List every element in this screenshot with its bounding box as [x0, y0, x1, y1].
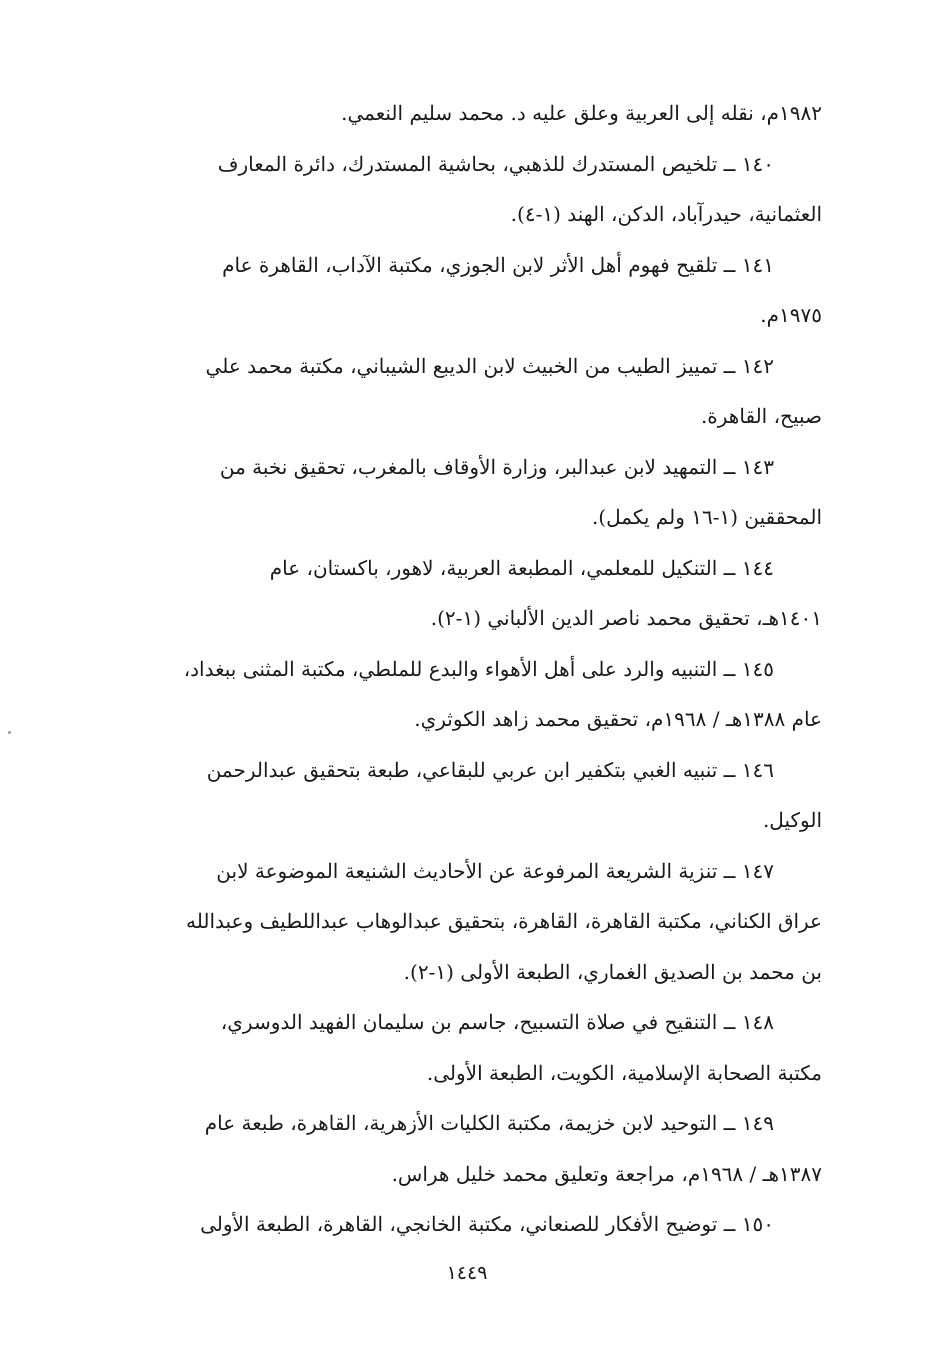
text-line: ١٤٠١هـ، تحقيق محمد ناصر الدين الألباني (١-٢).: [430, 606, 822, 630]
text-line: الوكيل.: [762, 808, 822, 832]
text-line: عام ١٣٨٨هـ / ١٩٦٨م، تحقيق محمد زاهد الكوثري.: [414, 707, 822, 731]
text-line: صبيح، القاهرة.: [700, 404, 822, 428]
text-line: ١٤٧ ــ تنزية الشريعة المرفوعة عن الأحاديث الشنيعة الموضوعة لابن: [216, 858, 774, 883]
text-line: ١٩٨٢م، نقله إلى العربية وعلق عليه د. محمد سليم النعمي.: [341, 101, 822, 125]
text-line: ١٤٥ ــ التنبيه والرد على أهل الأهواء والبدع للملطي، مكتبة المثنى ببغداد،: [183, 656, 774, 681]
text-line: ١٣٨٧هـ / ١٩٦٨م، مراجعة وتعليق محمد خليل هراس.: [391, 1161, 822, 1186]
text-line: ١٤٩ ــ التوحيد لابن خزيمة، مكتبة الكليات الأزهرية، القاهرة، طبعة عام: [204, 1111, 774, 1135]
bibliography-text: [110, 88, 822, 1250]
page-number: ١٤٤٩: [446, 1262, 488, 1284]
text-line: ١٤٦ ــ تنبيه الغبي بتكفير ابن عربي للبقاعي، طبعة بتحقيق عبدالرحمن: [206, 757, 774, 782]
text-line: عراق الكناني، مكتبة القاهرة، القاهرة، بتحقيق عبدالوهاب عبداللطيف وعبدالله: [186, 909, 822, 933]
scan-speck: [8, 731, 11, 734]
text-line: ١٤٤ ــ التنكيل للمعلمي، المطبعة العربية، لاهور، باكستان، عام: [269, 555, 774, 580]
text-line: مكتبة الصحابة الإسلامية، الكويت، الطبعة الأولى.: [426, 1060, 822, 1085]
text-line: ١٤١ ــ تلقيح فهوم أهل الأثر لابن الجوزي، مكتبة الآداب، القاهرة عام: [222, 252, 774, 277]
text-line: العثمانية، حيدرآباد، الدكن، الهند (١-٤).: [510, 202, 822, 226]
text-line: المحققين (١-١٦ ولم يكمل).: [591, 505, 822, 529]
text-line: بن محمد بن الصديق الغماري، الطبعة الأولى (١-٢).: [403, 959, 822, 984]
text-line: ١٤٢ ــ تمييز الطيب من الخبيث لابن الديبع الشيباني، مكتبة محمد علي: [205, 353, 774, 378]
text-line: ١٤٨ ــ التنقيح في صلاة التسبيح، جاسم بن سليمان الفهيد الدوسري،: [220, 1010, 774, 1034]
text-line: ١٤٠ ــ تلخيص المستدرك للذهبي، بحاشية المستدرك، دائرة المعارف: [217, 151, 774, 176]
text-line: ١٩٧٥م.: [760, 303, 822, 327]
text-line: ١٤٣ ــ التمهيد لابن عبدالبر، وزارة الأوقاف بالمغرب، تحقيق نخبة من: [219, 454, 774, 479]
text-line: ١٥٠ ــ توضيح الأفكار للصنعاني، مكتبة الخانجي، القاهرة، الطبعة الأولى: [200, 1212, 774, 1236]
